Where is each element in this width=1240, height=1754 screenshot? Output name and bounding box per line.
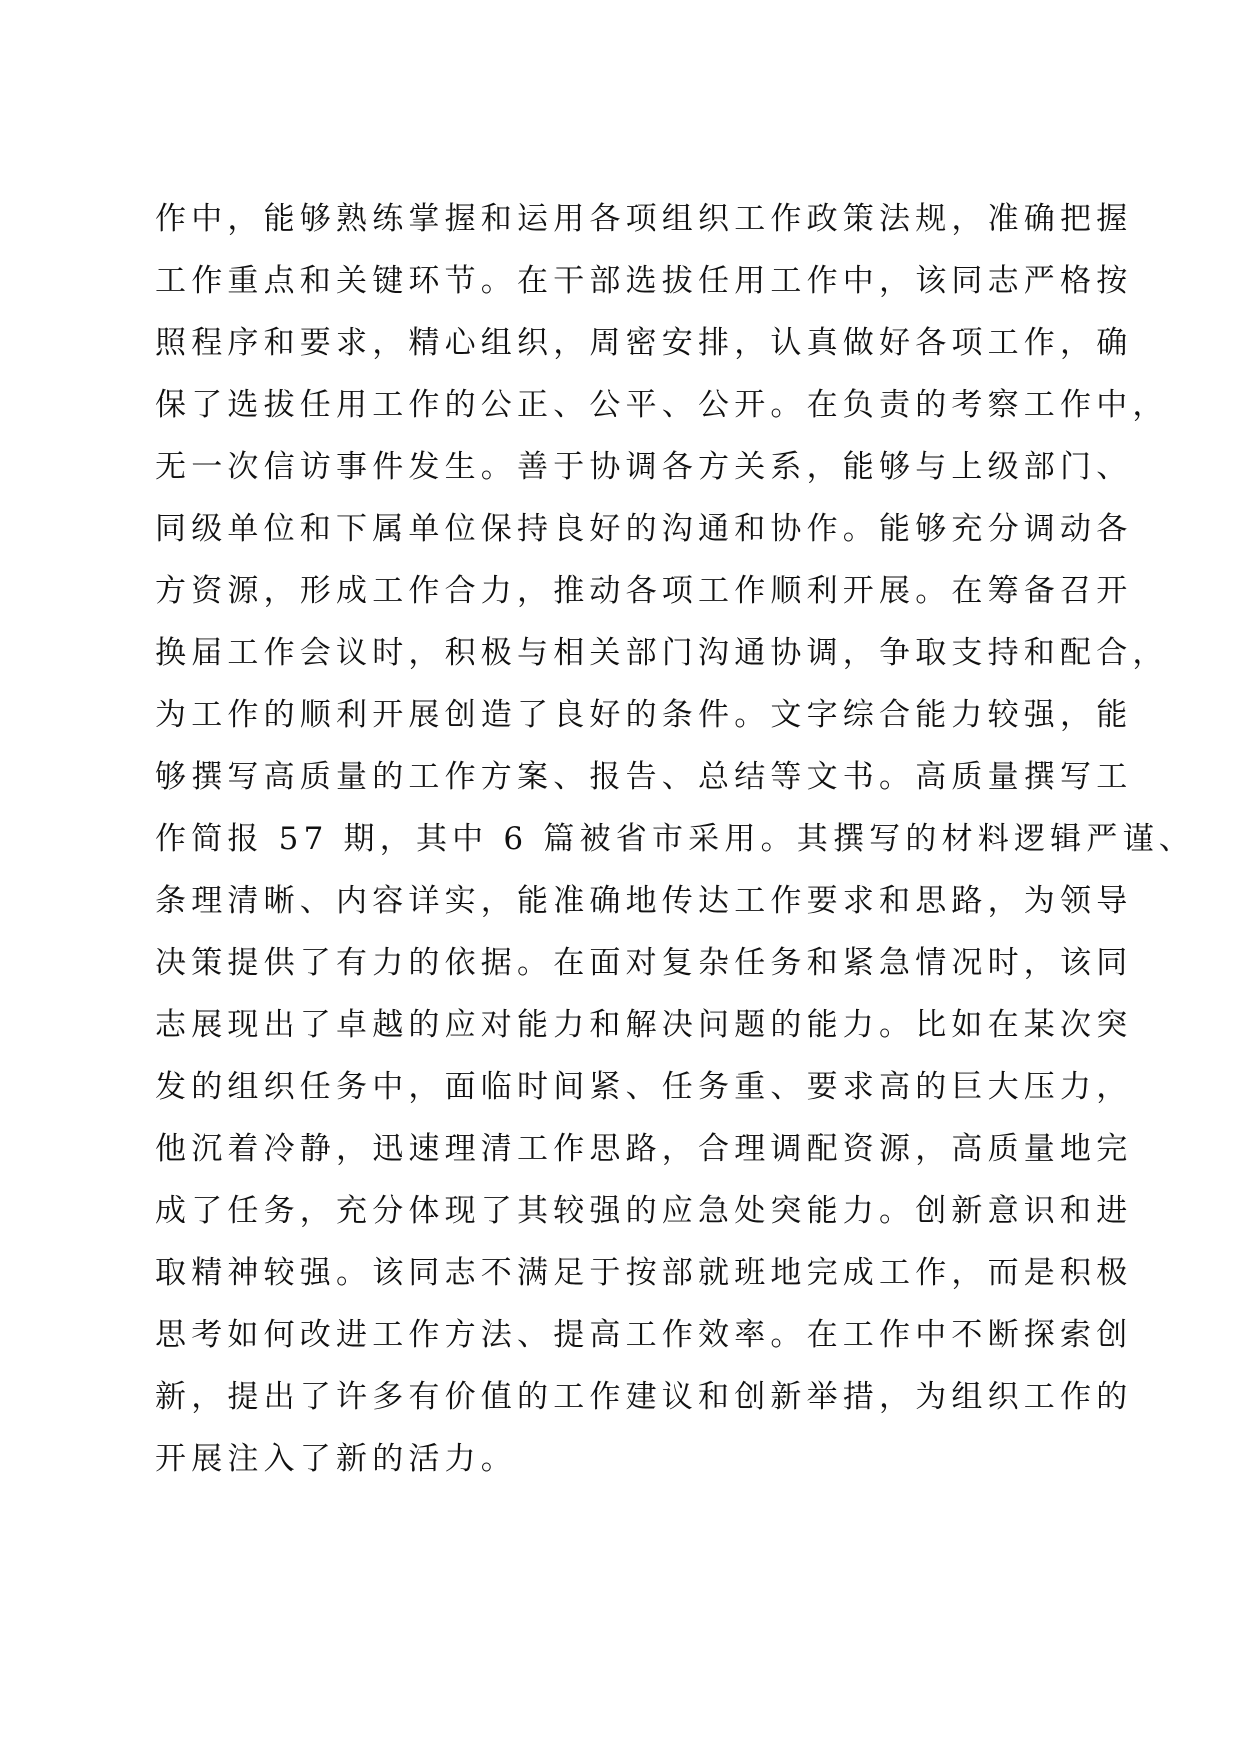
text-line: 方资源，形成工作合力，推动各项工作顺利开展。在筹备召开 — [155, 573, 1133, 609]
text-line: 同级单位和下属单位保持良好的沟通和协作。能够充分调动各 — [155, 511, 1133, 547]
text-line: 新，提出了许多有价值的工作建议和创新举措，为组织工作的 — [155, 1379, 1133, 1415]
text-line: 够撰写高质量的工作方案、报告、总结等文书。高质量撰写工 — [155, 759, 1133, 795]
text-line: 发的组织任务中，面临时间紧、任务重、要求高的巨大压力， — [155, 1069, 1133, 1105]
text-line: 作简报 57 期，其中 6 篇被省市采用。其撰写的材料逻辑严谨、 — [155, 821, 1195, 857]
text-line: 他沉着冷静，迅速理清工作思路，合理调配资源，高质量地完 — [155, 1131, 1133, 1167]
text-line: 开展注入了新的活力。 — [155, 1441, 517, 1477]
text-line: 作中，能够熟练掌握和运用各项组织工作政策法规，准确把握 — [155, 201, 1133, 237]
body-paragraph — [155, 188, 1195, 1490]
text-line: 取精神较强。该同志不满足于按部就班地完成工作，而是积极 — [155, 1255, 1133, 1291]
text-line: 决策提供了有力的依据。在面对复杂任务和紧急情况时，该同 — [155, 945, 1133, 981]
text-line: 志展现出了卓越的应对能力和解决问题的能力。比如在某次突 — [155, 1007, 1133, 1043]
text-line: 成了任务，充分体现了其较强的应急处突能力。创新意识和进 — [155, 1193, 1133, 1229]
text-line: 换届工作会议时，积极与相关部门沟通协调，争取支持和配合， — [155, 635, 1169, 671]
text-line: 思考如何改进工作方法、提高工作效率。在工作中不断探索创 — [155, 1317, 1133, 1353]
text-line: 照程序和要求，精心组织，周密安排，认真做好各项工作，确 — [155, 325, 1133, 361]
text-line: 为工作的顺利开展创造了良好的条件。文字综合能力较强，能 — [155, 697, 1133, 733]
text-line: 条理清晰、内容详实，能准确地传达工作要求和思路，为领导 — [155, 883, 1133, 919]
text-line: 工作重点和关键环节。在干部选拔任用工作中，该同志严格按 — [155, 263, 1133, 299]
text-line: 无一次信访事件发生。善于协调各方关系，能够与上级部门、 — [155, 449, 1133, 485]
text-line: 保了选拔任用工作的公正、公平、公开。在负责的考察工作中， — [155, 387, 1169, 423]
